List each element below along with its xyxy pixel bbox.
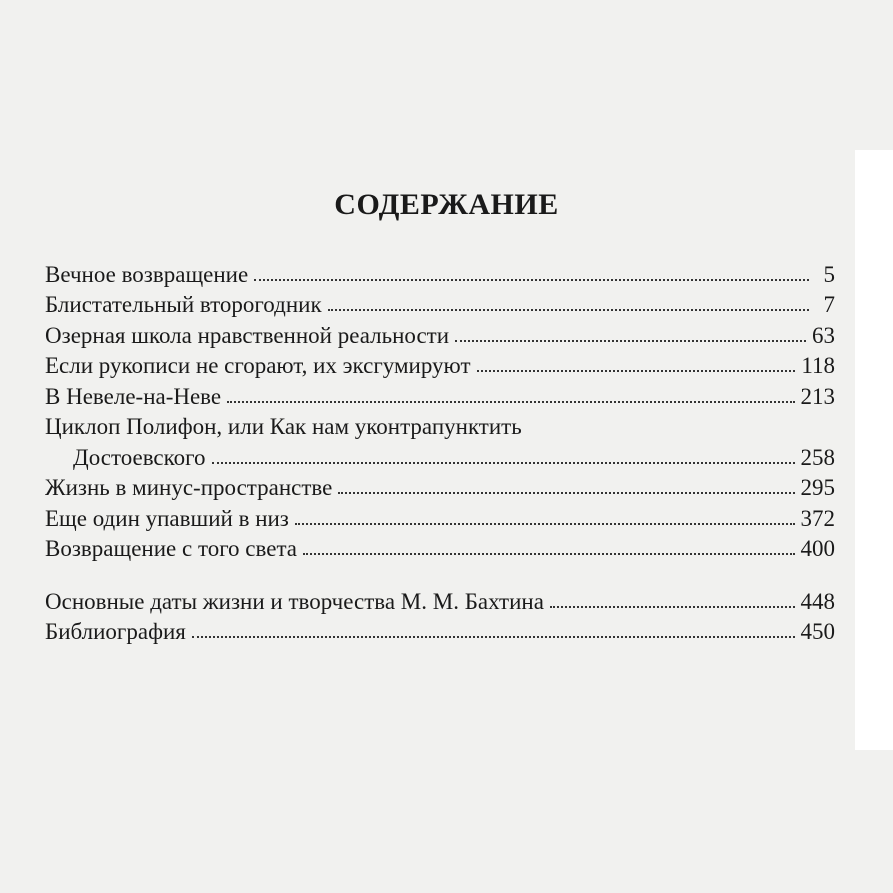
toc-entry — [45, 257, 835, 288]
toc-entry-title: Библиография — [45, 619, 186, 644]
toc-entry-page: 63 — [812, 322, 835, 348]
toc-entry-title: Вечное возвращение — [45, 261, 249, 287]
toc-entry — [45, 318, 835, 349]
toc-entry-page: 258 — [800, 444, 835, 470]
toc-entry-page: 7 — [823, 292, 835, 317]
page-edge — [855, 150, 893, 750]
leader-dots — [227, 401, 794, 403]
leader-dots — [477, 370, 796, 372]
toc-entry — [45, 410, 835, 441]
leader-dots — [295, 523, 795, 525]
toc-entry-page: 118 — [801, 353, 835, 378]
toc-entry-page: 450 — [800, 619, 835, 644]
toc-entry-title-continued: Достоевского — [73, 444, 206, 470]
section-gap — [45, 562, 835, 584]
toc-entry — [45, 471, 835, 502]
leader-dots — [328, 309, 809, 311]
toc-entry-title: Возвращение с того света — [45, 536, 297, 561]
toc-entry-title: Блистательный второгодник — [45, 292, 322, 317]
toc-appendix-entry — [45, 584, 835, 615]
toc-entry-page: 400 — [800, 536, 835, 561]
toc-entry-page: 5 — [823, 261, 835, 287]
toc-appendix-entry — [45, 615, 835, 646]
toc-entry-page: 213 — [800, 383, 835, 409]
toc-entry-title: В Невеле-на-Неве — [45, 383, 222, 409]
leader-dots — [550, 606, 795, 608]
toc-entry — [45, 532, 835, 563]
toc-entry-title: Еще один упавший в низ — [45, 505, 289, 531]
toc-entry-page: 448 — [800, 588, 835, 614]
leader-dots — [338, 492, 794, 494]
toc-entry — [45, 501, 835, 532]
leader-dots — [455, 340, 806, 342]
toc-entry-title: Основные даты жизни и творчества М. М. Бахтина — [45, 588, 544, 614]
toc-entry — [45, 379, 835, 410]
toc-entry — [45, 288, 835, 319]
leader-dots — [254, 279, 809, 281]
toc-entry-continuation — [45, 440, 835, 471]
toc-entry-page: 295 — [800, 475, 835, 500]
leader-dots — [303, 553, 795, 555]
toc-entry-page: 372 — [800, 505, 835, 531]
toc-entry-title: Жизнь в минус-пространстве — [45, 475, 333, 500]
leader-dots — [192, 636, 795, 638]
toc-entry-title: Если рукописи не сгорают, их эксгумируют — [45, 353, 471, 378]
toc-entry — [45, 349, 835, 380]
toc-entry-title: Озерная школа нравственной реальности — [45, 322, 450, 348]
page-title: СОДЕРЖАНИЕ — [334, 188, 559, 221]
table-of-contents — [45, 257, 835, 645]
toc-entry-title: Циклоп Полифон, или Как нам уконтрапунктить — [45, 414, 522, 439]
leader-dots — [212, 462, 795, 464]
